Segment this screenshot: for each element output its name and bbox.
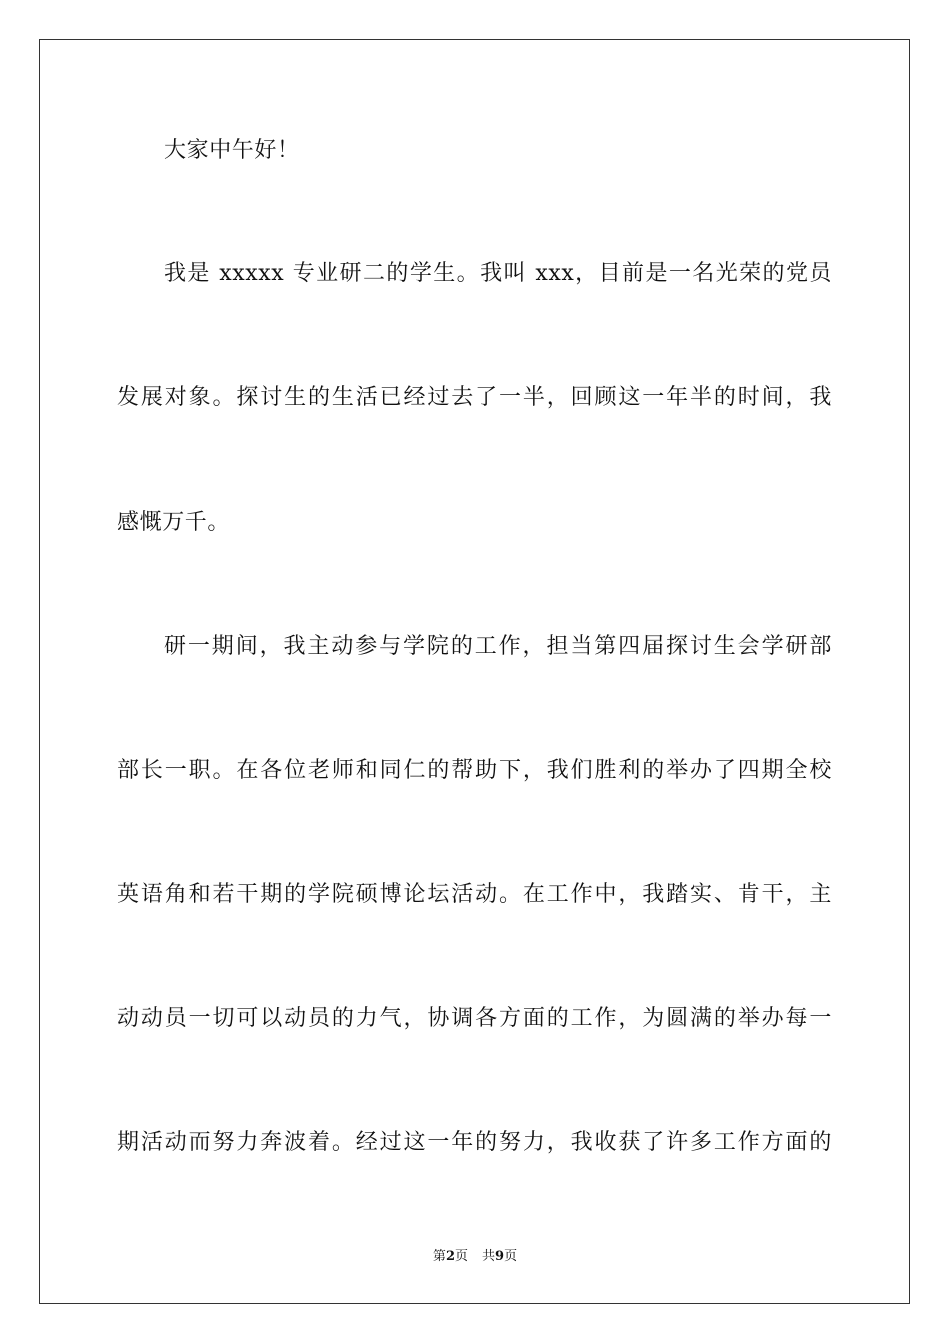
total-pages: 9	[495, 1249, 505, 1264]
total-prefix: 共	[482, 1249, 496, 1264]
paragraph-2-line-1: 研一期间，我主动参与学院的工作，担当第四届探讨生会学研部	[164, 634, 832, 659]
page-number: 2	[445, 1249, 455, 1264]
paragraph-1-line-3: 感慨万千。	[117, 510, 231, 535]
paragraph-1-line-2: 发展对象。探讨生的生活已经过去了一半，回顾这一年半的时间，我	[117, 385, 832, 410]
total-suffix: 页	[504, 1249, 518, 1264]
page-border	[39, 39, 910, 1304]
paragraph-2-line-4: 动动员一切可以动员的力气，协调各方面的工作，为圆满的举办每一	[117, 1006, 832, 1031]
page-prefix: 第	[432, 1249, 446, 1264]
paragraph-2-line-2: 部长一职。在各位老师和同仁的帮助下，我们胜利的举办了四期全校	[117, 758, 832, 783]
page-suffix: 页	[454, 1249, 468, 1264]
paragraph-2-line-5: 期活动而努力奔波着。经过这一年的努力，我收获了许多工作方面的	[117, 1130, 832, 1155]
paragraph-1-line-1: 我是 xxxxx 专业研二的学生。我叫 xxx，目前是一名光荣的党员	[164, 261, 832, 286]
paragraph-2-line-3: 英语角和若干期的学院硕博论坛活动。在工作中，我踏实、肯干，主	[117, 882, 832, 907]
page-footer	[0, 1248, 950, 1266]
greeting-line: 大家中午好！	[164, 138, 300, 163]
